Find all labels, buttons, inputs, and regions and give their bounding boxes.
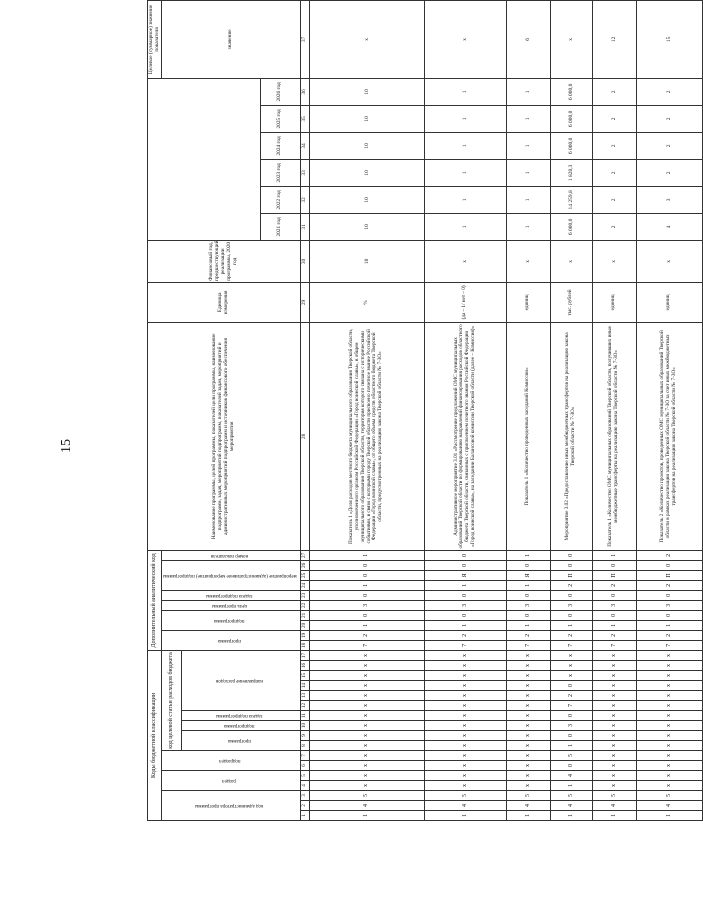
code-cell: 3 <box>309 600 424 610</box>
year-2023-header: 2023 год <box>260 159 300 186</box>
code-cell: x <box>309 751 424 761</box>
code-cell: 0 <box>309 590 424 600</box>
column-number: 18 <box>300 640 309 650</box>
code-cell: x <box>309 701 424 711</box>
code-cell: 2 <box>636 550 702 560</box>
row-year-value: 1 <box>424 186 506 213</box>
code-cell: 4 <box>592 801 636 811</box>
code-cell: 2 <box>636 580 702 590</box>
row-year-value: 1 <box>424 132 506 159</box>
code-cell: 2 <box>506 630 550 640</box>
column-number: 10 <box>300 721 309 731</box>
code-cell: 0 <box>424 550 506 560</box>
code-cell: x <box>309 771 424 781</box>
year-2021-header: 2021 год <box>260 213 300 240</box>
code-cell: 5 <box>636 791 702 801</box>
code-cell: x <box>506 761 550 771</box>
row-year-value: 2 <box>592 105 636 132</box>
code-cell: x <box>309 681 424 691</box>
fin-year-column-header: Финансовый год, предшествующий реализации программы, 2020 год <box>148 240 301 282</box>
code-cell: x <box>309 711 424 721</box>
year-2025-header: 2025 год <box>260 105 300 132</box>
code-cell: 1 <box>506 620 550 630</box>
code-cell: 1 <box>636 620 702 630</box>
code-cell: 1 <box>592 550 636 560</box>
code-cell: 4 <box>506 801 550 811</box>
code-cell: 7 <box>424 640 506 650</box>
target-group-header: Целевое (суммарное) значение показателя <box>148 0 162 78</box>
code-cell: x <box>592 741 636 751</box>
code-cell: x <box>424 761 506 771</box>
code-cell: 4 <box>309 801 424 811</box>
kod-celevoy-header: код целевой статьи расходов бюджета <box>162 650 182 750</box>
row-year-value: 14 259,8 <box>550 186 592 213</box>
column-number: 8 <box>300 741 309 751</box>
code-cell: 0 <box>424 590 506 600</box>
row-year-value: 1 <box>506 132 550 159</box>
years-header-blank <box>148 78 261 240</box>
code-cell: 4 <box>636 801 702 811</box>
code-cell: x <box>424 671 506 681</box>
column-number: 13 <box>300 691 309 701</box>
year-2022-header: 2022 год <box>260 186 300 213</box>
code-cell: 0 <box>550 761 592 771</box>
code-cell: 1 <box>309 811 424 821</box>
row-fin-year-value: x <box>424 240 506 282</box>
code-cell: 5 <box>424 791 506 801</box>
code-cell: x <box>636 650 702 660</box>
row-year-value: 10 <box>309 186 424 213</box>
row-year-value: 6 000,0 <box>550 105 592 132</box>
column-number: 22 <box>300 600 309 610</box>
code-cell: 0 <box>636 560 702 570</box>
column-number: 7 <box>300 751 309 761</box>
code-cell: x <box>309 721 424 731</box>
code-cell: x <box>592 751 636 761</box>
row-year-value: 2 <box>592 78 636 105</box>
row-year-value: 3 <box>636 186 702 213</box>
zadacha-podprogrammy-header: задача подпрограммы <box>182 711 301 721</box>
dop-tsel-header: цель программы <box>162 600 301 610</box>
code-cell: x <box>592 721 636 731</box>
code-cell: 0 <box>424 610 506 620</box>
column-number: 2 <box>300 801 309 811</box>
column-number: 1 <box>300 811 309 821</box>
code-cell: 1 <box>550 620 592 630</box>
code-cell: x <box>506 751 550 761</box>
row-year-value: 2 <box>592 132 636 159</box>
code-cell: 1 <box>636 811 702 821</box>
dop-meropriyatie-header: мероприятие (административное мероприятие) подпрограммы <box>162 560 301 590</box>
row-description: Показатель 2 «Количество проектов, проведенных ОМС муниципальных образований Тверской области в рамках реализации закона Тверской области № 7-ЗО за счет иных межбюджетных трансфертов на реализацию закона Тверской области № 7-ЗО» <box>636 322 702 550</box>
code-cell: 1 <box>550 781 592 791</box>
row-year-value: 2 <box>636 78 702 105</box>
row-year-value: 1 <box>506 213 550 240</box>
code-cell: x <box>506 671 550 681</box>
row-year-value: 4 <box>636 213 702 240</box>
code-cell: 0 <box>550 711 592 721</box>
code-cell: 1 <box>309 620 424 630</box>
code-cell: 2 <box>309 630 424 640</box>
code-cell: П <box>592 570 636 580</box>
column-number: 30 <box>300 240 309 282</box>
row-target-value: 12 <box>592 0 636 78</box>
code-cell: 1 <box>506 550 550 560</box>
code-cell: 7 <box>309 640 424 650</box>
code-cell: x <box>550 661 592 671</box>
code-cell: 2 <box>592 580 636 590</box>
code-cell: x <box>592 731 636 741</box>
column-number: 27 <box>300 550 309 560</box>
code-cell: x <box>424 721 506 731</box>
row-year-value: 1 <box>424 213 506 240</box>
row-fin-year-value: x <box>550 240 592 282</box>
code-cell: x <box>550 650 592 660</box>
podrazdel-header: подраздел <box>162 751 301 771</box>
code-cell: x <box>309 781 424 791</box>
column-number: 11 <box>300 711 309 721</box>
code-cell: 3 <box>506 600 550 610</box>
code-cell: x <box>506 691 550 701</box>
code-cell: 3 <box>424 600 506 610</box>
code-cell: x <box>506 781 550 791</box>
code-cell: 1 <box>592 620 636 630</box>
code-cell: 7 <box>636 640 702 650</box>
code-cell: 1 <box>550 811 592 821</box>
column-number: 36 <box>300 78 309 105</box>
code-cell: 2 <box>550 630 592 640</box>
column-number: 32 <box>300 186 309 213</box>
code-cell: 0 <box>636 610 702 620</box>
code-cell: x <box>424 731 506 741</box>
code-cell: x <box>636 761 702 771</box>
code-cell: 1 <box>424 811 506 821</box>
column-number: 14 <box>300 681 309 691</box>
row-target-value: 6 <box>506 0 550 78</box>
code-cell: 7 <box>506 640 550 650</box>
code-cell: x <box>424 771 506 781</box>
row-target-value: 15 <box>636 0 702 78</box>
table-row <box>309 0 424 820</box>
row-year-value: 2 <box>592 186 636 213</box>
code-cell: x <box>636 681 702 691</box>
code-cell: x <box>506 661 550 671</box>
code-cell: 5 <box>550 791 592 801</box>
column-number: 37 <box>300 0 309 78</box>
code-cell: x <box>636 691 702 701</box>
row-unit: % <box>309 282 424 322</box>
column-number: 24 <box>300 580 309 590</box>
column-number: 5 <box>300 771 309 781</box>
row-year-value: 2 <box>636 159 702 186</box>
column-number: 9 <box>300 731 309 741</box>
code-cell: x <box>592 781 636 791</box>
code-cell: x <box>592 671 636 681</box>
column-number: 4 <box>300 781 309 791</box>
podprogramma-header: подпрограмма <box>182 721 301 731</box>
code-cell: x <box>309 661 424 671</box>
column-number: 25 <box>300 570 309 580</box>
code-cell: x <box>506 771 550 781</box>
code-cell: 2 <box>550 691 592 701</box>
code-cell: 0 <box>550 610 592 620</box>
code-cell: x <box>636 741 702 751</box>
code-cell: x <box>424 781 506 791</box>
column-numbers-row <box>300 0 309 820</box>
row-description: Показатель 1 «Количество ОМС муниципальных образований Тверской области, получивших иные межбюджетные трансферты на реализацию закона Тверской области № 7-ЗО» <box>592 322 636 550</box>
code-cell: 4 <box>550 771 592 781</box>
code-cell: 0 <box>592 610 636 620</box>
column-number: 19 <box>300 630 309 640</box>
code-cell: x <box>592 701 636 711</box>
code-cell: 1 <box>309 550 424 560</box>
razdel-header: раздел <box>162 771 301 791</box>
code-cell: x <box>309 731 424 741</box>
row-year-value: 2 <box>592 213 636 240</box>
code-cell: 2 <box>636 630 702 640</box>
code-cell: x <box>636 771 702 781</box>
kod-admin-header: код администратора программы <box>162 791 301 821</box>
code-cell: x <box>424 650 506 660</box>
row-fin-year-value: x <box>636 240 702 282</box>
code-cell: 1 <box>550 741 592 751</box>
row-description: Показатель 1 «Доля расходов местного бюджета муниципального образования Тверской области, уполномоченного органом Российской Федерации «Город воинской славы», в общем муниципального образования Тверской области, территория которого связана с историческими событиями, в связи с которыми городу Тверской области присвоено почетное звание Российской Федерации «Город воинской славы», от общего объема средств областного бюджета Тверской области, предусмотренных на реализацию закона Тверской области № 7-ЗО» <box>309 322 424 550</box>
code-cell: x <box>309 691 424 701</box>
row-year-value: 10 <box>309 105 424 132</box>
row-fin-year-value: 10 <box>309 240 424 282</box>
dop-zadacha-header: задача подпрограммы <box>162 590 301 600</box>
page-number: 15 <box>59 439 74 453</box>
code-cell: П <box>636 570 702 580</box>
table-row <box>550 0 592 820</box>
row-year-value: 1 <box>424 105 506 132</box>
code-cell: 3 <box>592 600 636 610</box>
row-unit: тыс. рублей <box>550 282 592 322</box>
row-year-value: 1 <box>506 105 550 132</box>
column-number: 35 <box>300 105 309 132</box>
code-cell: 0 <box>309 560 424 570</box>
code-cell: x <box>506 711 550 721</box>
code-cell: 4 <box>550 801 592 811</box>
code-cell: x <box>424 751 506 761</box>
code-cell: x <box>636 781 702 791</box>
code-cell: 1 <box>506 580 550 590</box>
row-year-value: 1 <box>424 159 506 186</box>
row-year-value: 10 <box>309 132 424 159</box>
code-cell: 2 <box>424 630 506 640</box>
row-unit: единиц <box>636 282 702 322</box>
code-cell: 1 <box>309 580 424 590</box>
table-row <box>592 0 636 820</box>
row-description: Административное мероприятие 3.01 «Рассмотрение предложений ОМС муниципальных образований Тверской области по формированию направлений финансирования расходов областного бюджета Тверской области, связанных с присвоением почетного звания Российской Федерации «Город воинской славы», на заседании Балансовой комиссии Тверской области (далее – Комиссия)» <box>424 322 506 550</box>
code-cell: 0 <box>309 570 424 580</box>
row-year-value: 6 000,0 <box>550 213 592 240</box>
row-year-value: 6 000,0 <box>550 132 592 159</box>
code-cell: x <box>636 751 702 761</box>
code-cell: 0 <box>550 590 592 600</box>
row-year-value: 10 <box>309 78 424 105</box>
column-number: 29 <box>300 282 309 322</box>
code-cell: 5 <box>592 791 636 801</box>
name-column-header: Наименование программы, целей программы, показателей цели программы, наименование подпрограмм, задач, мероприятий подпрограмм, показателей задач, мероприятий и административных мероприятий подпрограмм и источников финансового обеспечения мероприятия <box>148 322 301 550</box>
column-number: 23 <box>300 590 309 600</box>
column-number: 33 <box>300 159 309 186</box>
code-cell: 0 <box>592 590 636 600</box>
code-cell: 2 <box>592 630 636 640</box>
row-target-value: x <box>424 0 506 78</box>
code-cell: 7 <box>592 640 636 650</box>
row-year-value: 1 <box>506 186 550 213</box>
code-cell: 0 <box>506 560 550 570</box>
row-fin-year-value: x <box>592 240 636 282</box>
code-cell: x <box>424 681 506 691</box>
row-year-value: 2 <box>592 159 636 186</box>
column-number: 20 <box>300 620 309 630</box>
code-cell: x <box>424 701 506 711</box>
row-year-value: 1 <box>424 78 506 105</box>
row-unit: (да – 1/ нет – 0) <box>424 282 506 322</box>
code-cell: x <box>636 721 702 731</box>
column-number: 12 <box>300 701 309 711</box>
code-cell: 4 <box>424 801 506 811</box>
code-cell: x <box>550 671 592 681</box>
code-cell: x <box>636 711 702 721</box>
code-cell: 5 <box>550 751 592 761</box>
column-number: 31 <box>300 213 309 240</box>
row-year-value: 10 <box>309 213 424 240</box>
code-cell: 0 <box>506 610 550 620</box>
code-cell: x <box>506 650 550 660</box>
code-cell: x <box>506 701 550 711</box>
code-cell: x <box>592 691 636 701</box>
column-number: 17 <box>300 650 309 660</box>
row-year-value: 2 <box>636 132 702 159</box>
code-cell: 5 <box>309 791 424 801</box>
code-cell: x <box>506 731 550 741</box>
napravlenie-raskhodov-header: направление расходов <box>182 650 301 710</box>
code-cell: 1 <box>506 811 550 821</box>
row-description: Мероприятие 3.02 «Предоставление иных межбюджетных трансфертов на реализацию закона Тверской области № 7-ЗО» <box>550 322 592 550</box>
code-cell: x <box>309 761 424 771</box>
code-cell: 0 <box>550 731 592 741</box>
code-cell: П <box>550 570 592 580</box>
row-year-value: 1 <box>506 78 550 105</box>
code-cell: x <box>592 661 636 671</box>
code-cell: x <box>592 711 636 721</box>
dop-analytic-header: Дополнительный аналитический код <box>148 550 162 650</box>
target-value-header: значение <box>162 0 301 78</box>
row-year-value: 10 <box>309 159 424 186</box>
row-year-value: 2 <box>636 105 702 132</box>
dop-programma-header: программа <box>162 630 301 650</box>
code-cell: 0 <box>550 681 592 691</box>
dop-podprogramma-header: подпрограмма <box>162 610 301 630</box>
column-number: 16 <box>300 661 309 671</box>
code-cell: x <box>506 741 550 751</box>
unit-column-header: Единица измерения <box>148 282 301 322</box>
column-number: 21 <box>300 610 309 620</box>
code-cell: 2 <box>550 580 592 590</box>
code-cell: 5 <box>506 791 550 801</box>
code-cell: x <box>309 650 424 660</box>
column-number: 15 <box>300 671 309 681</box>
code-cell: Я <box>424 570 506 580</box>
code-cell: 0 <box>550 560 592 570</box>
code-cell: x <box>636 671 702 681</box>
code-cell: x <box>424 691 506 701</box>
code-cell: x <box>309 741 424 751</box>
code-cell: x <box>424 661 506 671</box>
row-fin-year-value: x <box>506 240 550 282</box>
code-cell: x <box>636 731 702 741</box>
codes-budget-header: Коды бюджетной классификации <box>148 650 162 820</box>
row-year-value: 1 820,3 <box>550 159 592 186</box>
row-year-value: 6 000,0 <box>550 78 592 105</box>
code-cell: x <box>424 711 506 721</box>
code-cell: x <box>636 661 702 671</box>
code-cell: 1 <box>592 811 636 821</box>
code-cell: x <box>592 650 636 660</box>
row-year-value: 1 <box>506 159 550 186</box>
code-cell: 0 <box>506 590 550 600</box>
code-cell: 0 <box>592 560 636 570</box>
code-cell: x <box>636 701 702 711</box>
code-cell: 0 <box>309 610 424 620</box>
code-cell: Я <box>506 570 550 580</box>
row-unit: единиц <box>506 282 550 322</box>
column-number: 3 <box>300 791 309 801</box>
code-cell: 1 <box>424 620 506 630</box>
rotated-table-frame <box>147 1 678 821</box>
code-cell: 0 <box>424 560 506 570</box>
dop-nomer-header: номер показателя <box>162 550 301 560</box>
column-number: 26 <box>300 560 309 570</box>
code-cell: x <box>309 671 424 681</box>
row-description: Показатель 1 «Количество проведенных заседаний Комиссии» <box>506 322 550 550</box>
code-cell: 7 <box>550 640 592 650</box>
table-row <box>506 0 550 820</box>
row-unit: единиц <box>592 282 636 322</box>
column-number: 28 <box>300 322 309 550</box>
code-cell: 0 <box>550 550 592 560</box>
budget-program-table <box>147 0 703 821</box>
table-row <box>424 0 506 820</box>
code-cell: 3 <box>636 600 702 610</box>
table-row <box>636 0 702 820</box>
programma-header: программа <box>182 731 301 751</box>
code-cell: x <box>506 721 550 731</box>
code-cell: x <box>424 741 506 751</box>
column-number: 6 <box>300 761 309 771</box>
code-cell: 3 <box>550 721 592 731</box>
code-cell: 3 <box>550 600 592 610</box>
code-cell: x <box>592 681 636 691</box>
row-target-value: x <box>309 0 424 78</box>
year-2024-header: 2024 год <box>260 132 300 159</box>
row-target-value: x <box>550 0 592 78</box>
code-cell: x <box>592 761 636 771</box>
code-cell: 7 <box>550 701 592 711</box>
year-2026-header: 2026 год <box>260 78 300 105</box>
code-cell: x <box>592 771 636 781</box>
code-cell: x <box>506 681 550 691</box>
column-number: 34 <box>300 132 309 159</box>
code-cell: 0 <box>636 590 702 600</box>
code-cell: 1 <box>424 580 506 590</box>
